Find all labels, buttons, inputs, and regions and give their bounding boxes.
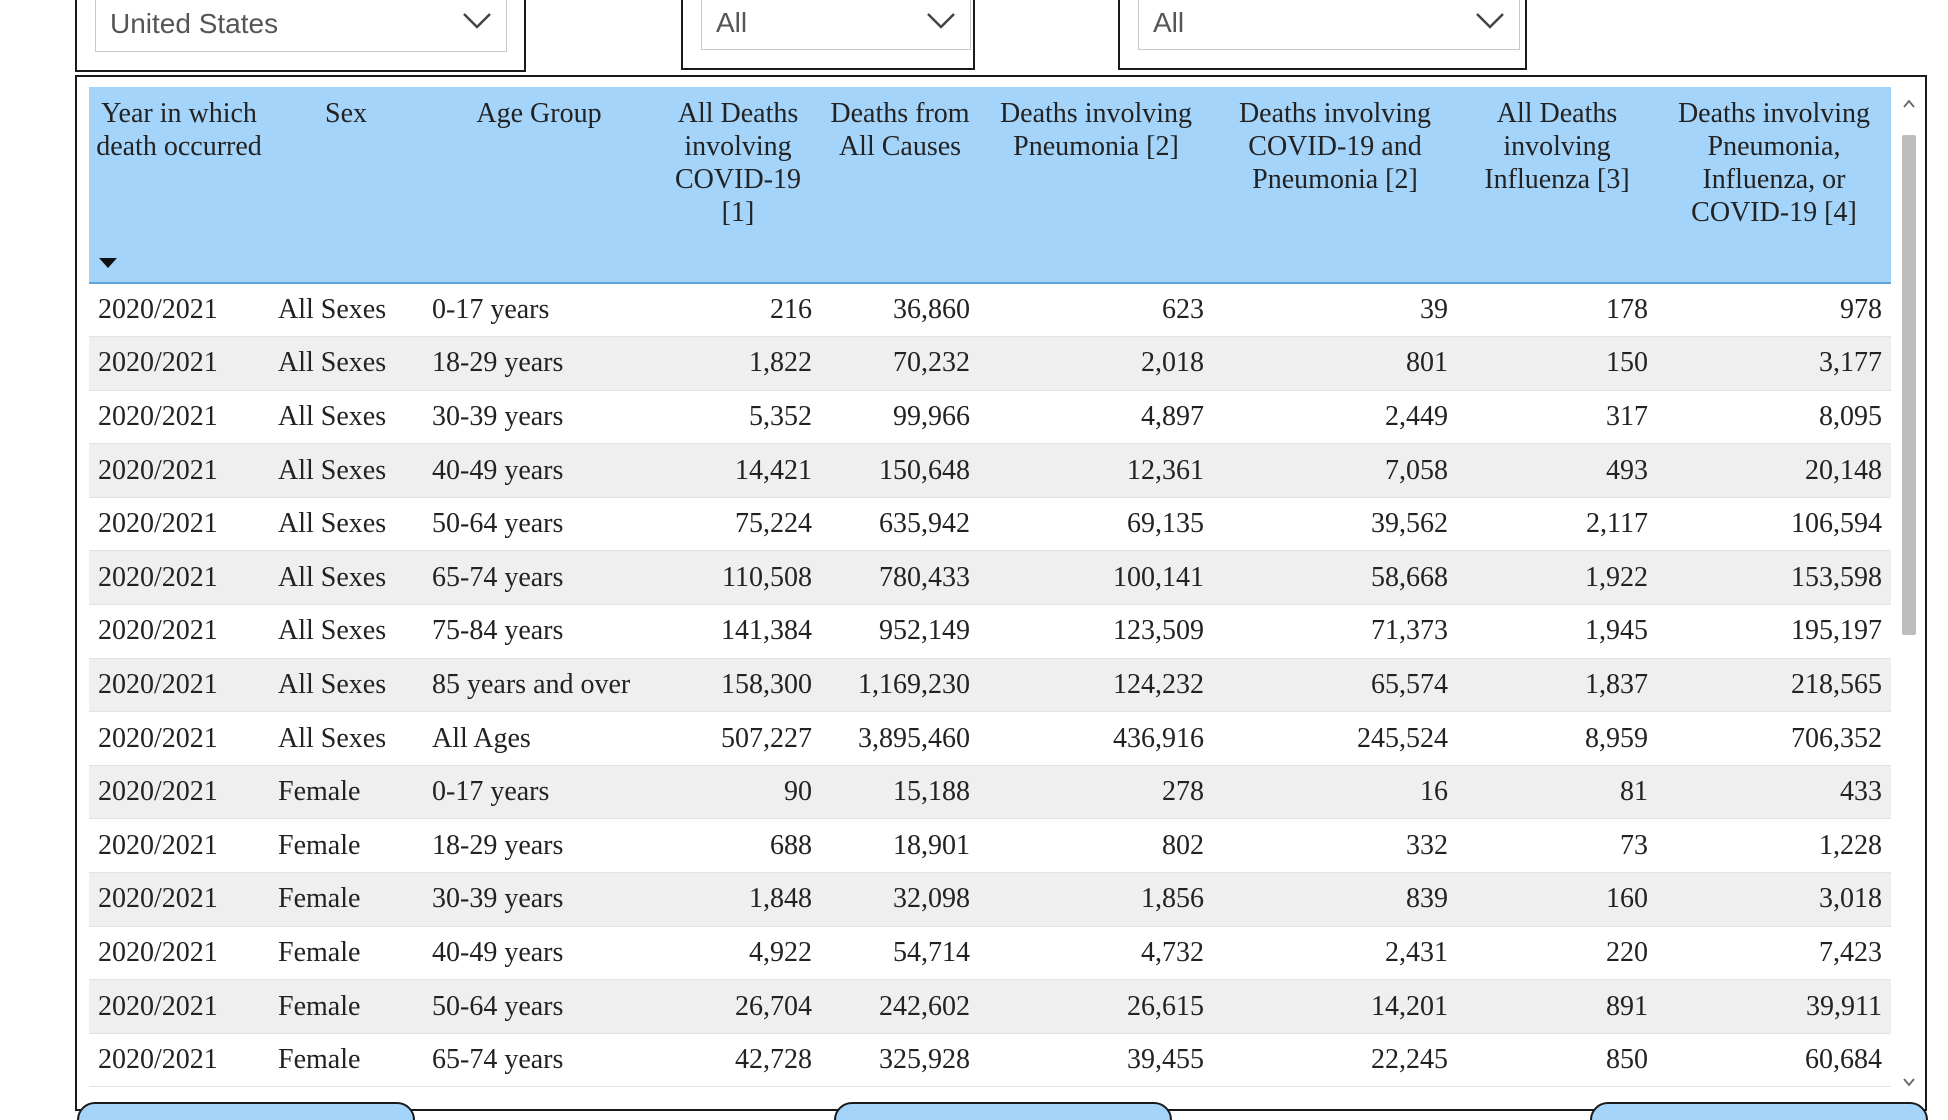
cell-pic-deaths: 706,352 <box>1657 712 1891 766</box>
cell-sex: All Sexes <box>269 444 423 498</box>
cell-covid-pneumonia-deaths: 801 <box>1213 337 1457 391</box>
cell-age-group: All Ages <box>423 712 655 766</box>
cell-influenza-deaths: 891 <box>1457 980 1657 1034</box>
cell-covid-pneumonia-deaths: 2,449 <box>1213 390 1457 444</box>
cell-pneumonia-deaths: 100,141 <box>979 551 1213 605</box>
cell-covid-deaths: 90 <box>655 765 821 819</box>
cell-year: 2020/2021 <box>89 926 269 980</box>
cell-year: 2020/2021 <box>89 980 269 1034</box>
cell-influenza-deaths: 73 <box>1457 819 1657 873</box>
cell-all-cause-deaths: 952,149 <box>821 605 979 659</box>
table-row[interactable] <box>89 658 1891 712</box>
cell-influenza-deaths: 8,959 <box>1457 712 1657 766</box>
cell-pneumonia-deaths: 4,897 <box>979 390 1213 444</box>
cell-sex: Female <box>269 980 423 1034</box>
cell-influenza-deaths: 81 <box>1457 765 1657 819</box>
cell-pic-deaths: 1,228 <box>1657 819 1891 873</box>
column-header-year-label: Year in which death occurred <box>96 98 262 162</box>
cell-year: 2020/2021 <box>89 390 269 444</box>
sort-descending-icon[interactable] <box>99 258 117 268</box>
age-group-slicer <box>1118 0 1527 70</box>
column-header-pic-deaths-label: Deaths involving Pneumonia, Influenza, or COVID-19 [4] <box>1677 98 1871 228</box>
cell-pic-deaths: 7,423 <box>1657 926 1891 980</box>
cell-age-group: 75-84 years <box>423 605 655 659</box>
cell-covid-pneumonia-deaths: 7,058 <box>1213 444 1457 498</box>
cell-pneumonia-deaths: 623 <box>979 283 1213 337</box>
cell-all-cause-deaths: 325,928 <box>821 1033 979 1087</box>
cell-sex: Female <box>269 1033 423 1087</box>
cell-covid-deaths: 14,421 <box>655 444 821 498</box>
cell-influenza-deaths: 178 <box>1457 283 1657 337</box>
chevron-down-icon[interactable] <box>1899 1071 1919 1093</box>
cell-age-group: 65-74 years <box>423 1033 655 1087</box>
cell-pic-deaths: 3,018 <box>1657 873 1891 927</box>
cell-covid-deaths: 1,848 <box>655 873 821 927</box>
cell-year: 2020/2021 <box>89 819 269 873</box>
table-body <box>89 283 1891 1087</box>
deaths-table-visual <box>75 75 1927 1111</box>
table-row[interactable] <box>89 765 1891 819</box>
chevron-down-icon <box>462 8 492 32</box>
cell-influenza-deaths: 1,945 <box>1457 605 1657 659</box>
cell-sex: Female <box>269 873 423 927</box>
cell-covid-pneumonia-deaths: 22,245 <box>1213 1033 1457 1087</box>
cell-year: 2020/2021 <box>89 765 269 819</box>
cell-all-cause-deaths: 1,169,230 <box>821 658 979 712</box>
column-header-covid-pneumonia-deaths[interactable] <box>1213 87 1457 283</box>
table-row[interactable] <box>89 283 1891 337</box>
table-viewport <box>89 87 1891 1087</box>
cell-pic-deaths: 20,148 <box>1657 444 1891 498</box>
age-group-dropdown[interactable] <box>1138 0 1520 50</box>
cell-pic-deaths: 218,565 <box>1657 658 1891 712</box>
cell-age-group: 65-74 years <box>423 551 655 605</box>
cell-covid-pneumonia-deaths: 39,562 <box>1213 497 1457 551</box>
bottom-tab-button-2[interactable] <box>834 1102 1172 1120</box>
cell-covid-pneumonia-deaths: 839 <box>1213 873 1457 927</box>
cell-all-cause-deaths: 70,232 <box>821 337 979 391</box>
cell-pneumonia-deaths: 4,732 <box>979 926 1213 980</box>
cell-pneumonia-deaths: 69,135 <box>979 497 1213 551</box>
cell-covid-pneumonia-deaths: 58,668 <box>1213 551 1457 605</box>
cell-all-cause-deaths: 780,433 <box>821 551 979 605</box>
bottom-tab-button-3[interactable] <box>1590 1102 1928 1120</box>
table-row[interactable] <box>89 337 1891 391</box>
cell-year: 2020/2021 <box>89 873 269 927</box>
cell-sex: All Sexes <box>269 337 423 391</box>
cell-all-cause-deaths: 15,188 <box>821 765 979 819</box>
cell-covid-pneumonia-deaths: 245,524 <box>1213 712 1457 766</box>
column-header-pneumonia-deaths-label: Deaths involving Pneumonia [2] <box>999 98 1193 162</box>
cell-pneumonia-deaths: 124,232 <box>979 658 1213 712</box>
cell-pic-deaths: 195,197 <box>1657 605 1891 659</box>
column-header-pic-deaths[interactable] <box>1657 87 1891 283</box>
cell-covid-deaths: 4,922 <box>655 926 821 980</box>
cell-pic-deaths: 60,684 <box>1657 1033 1891 1087</box>
table-header <box>89 87 1891 283</box>
column-header-covid-deaths[interactable] <box>655 87 821 283</box>
deaths-table <box>89 87 1891 1087</box>
cell-pneumonia-deaths: 123,509 <box>979 605 1213 659</box>
cell-sex: All Sexes <box>269 283 423 337</box>
cell-pic-deaths: 106,594 <box>1657 497 1891 551</box>
cell-sex: All Sexes <box>269 551 423 605</box>
cell-age-group: 50-64 years <box>423 980 655 1034</box>
column-header-all-cause-deaths[interactable] <box>821 87 979 283</box>
scrollbar-thumb[interactable] <box>1902 135 1916 635</box>
cell-age-group: 30-39 years <box>423 390 655 444</box>
table-row[interactable] <box>89 444 1891 498</box>
sex-slicer <box>681 0 975 70</box>
column-header-sex-label: Sex <box>325 98 367 129</box>
column-header-influenza-deaths[interactable] <box>1457 87 1657 283</box>
cell-sex: All Sexes <box>269 658 423 712</box>
cell-covid-deaths: 5,352 <box>655 390 821 444</box>
cell-year: 2020/2021 <box>89 712 269 766</box>
table-row[interactable] <box>89 605 1891 659</box>
cell-all-cause-deaths: 3,895,460 <box>821 712 979 766</box>
cell-pneumonia-deaths: 39,455 <box>979 1033 1213 1087</box>
cell-sex: All Sexes <box>269 390 423 444</box>
chevron-down-icon <box>1475 8 1505 32</box>
cell-age-group: 18-29 years <box>423 337 655 391</box>
jurisdiction-dropdown[interactable] <box>95 0 507 52</box>
cell-all-cause-deaths: 18,901 <box>821 819 979 873</box>
cell-pic-deaths: 39,911 <box>1657 980 1891 1034</box>
cell-all-cause-deaths: 150,648 <box>821 444 979 498</box>
table-row[interactable] <box>89 390 1891 444</box>
cell-year: 2020/2021 <box>89 444 269 498</box>
cell-influenza-deaths: 317 <box>1457 390 1657 444</box>
cell-covid-deaths: 158,300 <box>655 658 821 712</box>
cell-sex: All Sexes <box>269 712 423 766</box>
column-header-influenza-deaths-label: All Deaths involving Influenza [3] <box>1484 98 1630 195</box>
cell-age-group: 18-29 years <box>423 819 655 873</box>
column-header-sex[interactable] <box>269 87 423 283</box>
cell-sex: All Sexes <box>269 605 423 659</box>
header-row <box>89 87 1891 283</box>
column-header-age-group[interactable] <box>423 87 655 283</box>
cell-covid-deaths: 26,704 <box>655 980 821 1034</box>
cell-age-group: 85 years and over <box>423 658 655 712</box>
cell-all-cause-deaths: 635,942 <box>821 497 979 551</box>
column-header-year[interactable] <box>89 87 269 283</box>
table-row[interactable] <box>89 926 1891 980</box>
cell-covid-pneumonia-deaths: 65,574 <box>1213 658 1457 712</box>
bottom-tab-button-1[interactable] <box>77 1102 415 1120</box>
cell-year: 2020/2021 <box>89 283 269 337</box>
column-header-pneumonia-deaths[interactable] <box>979 87 1213 283</box>
cell-age-group: 50-64 years <box>423 497 655 551</box>
sex-dropdown-value: All <box>716 6 748 38</box>
table-row[interactable] <box>89 873 1891 927</box>
cell-pneumonia-deaths: 1,856 <box>979 873 1213 927</box>
table-row[interactable] <box>89 980 1891 1034</box>
cell-all-cause-deaths: 242,602 <box>821 980 979 1034</box>
cell-all-cause-deaths: 54,714 <box>821 926 979 980</box>
cell-pneumonia-deaths: 26,615 <box>979 980 1213 1034</box>
column-header-all-cause-deaths-label: Deaths from All Causes <box>830 98 970 162</box>
cell-pneumonia-deaths: 278 <box>979 765 1213 819</box>
cell-influenza-deaths: 1,922 <box>1457 551 1657 605</box>
cell-sex: Female <box>269 765 423 819</box>
jurisdiction-dropdown-value: United States <box>110 7 279 39</box>
cell-pneumonia-deaths: 12,361 <box>979 444 1213 498</box>
cell-covid-pneumonia-deaths: 2,431 <box>1213 926 1457 980</box>
cell-pic-deaths: 978 <box>1657 283 1891 337</box>
cell-influenza-deaths: 2,117 <box>1457 497 1657 551</box>
column-header-covid-pneumonia-deaths-label: Deaths involving COVID-19 and Pneumonia [2] <box>1238 98 1432 195</box>
cell-covid-deaths: 507,227 <box>655 712 821 766</box>
cell-influenza-deaths: 850 <box>1457 1033 1657 1087</box>
cell-pic-deaths: 153,598 <box>1657 551 1891 605</box>
table-row[interactable] <box>89 819 1891 873</box>
table-row[interactable] <box>89 712 1891 766</box>
cell-covid-deaths: 688 <box>655 819 821 873</box>
sex-dropdown[interactable] <box>701 0 971 50</box>
cell-sex: All Sexes <box>269 497 423 551</box>
cell-covid-deaths: 1,822 <box>655 337 821 391</box>
cell-covid-pneumonia-deaths: 39 <box>1213 283 1457 337</box>
cell-pneumonia-deaths: 436,916 <box>979 712 1213 766</box>
cell-year: 2020/2021 <box>89 551 269 605</box>
cell-pneumonia-deaths: 802 <box>979 819 1213 873</box>
cell-influenza-deaths: 493 <box>1457 444 1657 498</box>
cell-influenza-deaths: 1,837 <box>1457 658 1657 712</box>
cell-pic-deaths: 3,177 <box>1657 337 1891 391</box>
cell-influenza-deaths: 220 <box>1457 926 1657 980</box>
cell-covid-pneumonia-deaths: 16 <box>1213 765 1457 819</box>
cell-covid-pneumonia-deaths: 332 <box>1213 819 1457 873</box>
chevron-up-icon[interactable] <box>1899 93 1919 115</box>
cell-sex: Female <box>269 926 423 980</box>
cell-covid-pneumonia-deaths: 14,201 <box>1213 980 1457 1034</box>
column-header-age-group-label: Age Group <box>476 98 602 129</box>
cell-all-cause-deaths: 32,098 <box>821 873 979 927</box>
table-row[interactable] <box>89 1033 1891 1087</box>
jurisdiction-slicer <box>75 0 526 72</box>
cell-year: 2020/2021 <box>89 497 269 551</box>
cell-year: 2020/2021 <box>89 337 269 391</box>
cell-covid-deaths: 216 <box>655 283 821 337</box>
cell-covid-deaths: 75,224 <box>655 497 821 551</box>
cell-age-group: 0-17 years <box>423 283 655 337</box>
cell-year: 2020/2021 <box>89 658 269 712</box>
cell-pic-deaths: 8,095 <box>1657 390 1891 444</box>
cell-age-group: 30-39 years <box>423 873 655 927</box>
cell-influenza-deaths: 150 <box>1457 337 1657 391</box>
cell-all-cause-deaths: 99,966 <box>821 390 979 444</box>
cell-covid-deaths: 141,384 <box>655 605 821 659</box>
cell-covid-deaths: 110,508 <box>655 551 821 605</box>
cell-year: 2020/2021 <box>89 605 269 659</box>
cell-age-group: 40-49 years <box>423 926 655 980</box>
cell-covid-pneumonia-deaths: 71,373 <box>1213 605 1457 659</box>
table-row[interactable] <box>89 497 1891 551</box>
cell-year: 2020/2021 <box>89 1033 269 1087</box>
cell-pic-deaths: 433 <box>1657 765 1891 819</box>
cell-covid-deaths: 42,728 <box>655 1033 821 1087</box>
table-scrollbar[interactable] <box>1899 93 1919 1093</box>
cell-influenza-deaths: 160 <box>1457 873 1657 927</box>
table-row[interactable] <box>89 551 1891 605</box>
chevron-down-icon <box>926 8 956 32</box>
cell-sex: Female <box>269 819 423 873</box>
column-header-covid-deaths-label: All Deaths involving COVID-19 [1] <box>675 98 801 228</box>
cell-age-group: 0-17 years <box>423 765 655 819</box>
age-group-dropdown-value: All <box>1153 6 1185 38</box>
cell-age-group: 40-49 years <box>423 444 655 498</box>
cell-all-cause-deaths: 36,860 <box>821 283 979 337</box>
cell-pneumonia-deaths: 2,018 <box>979 337 1213 391</box>
